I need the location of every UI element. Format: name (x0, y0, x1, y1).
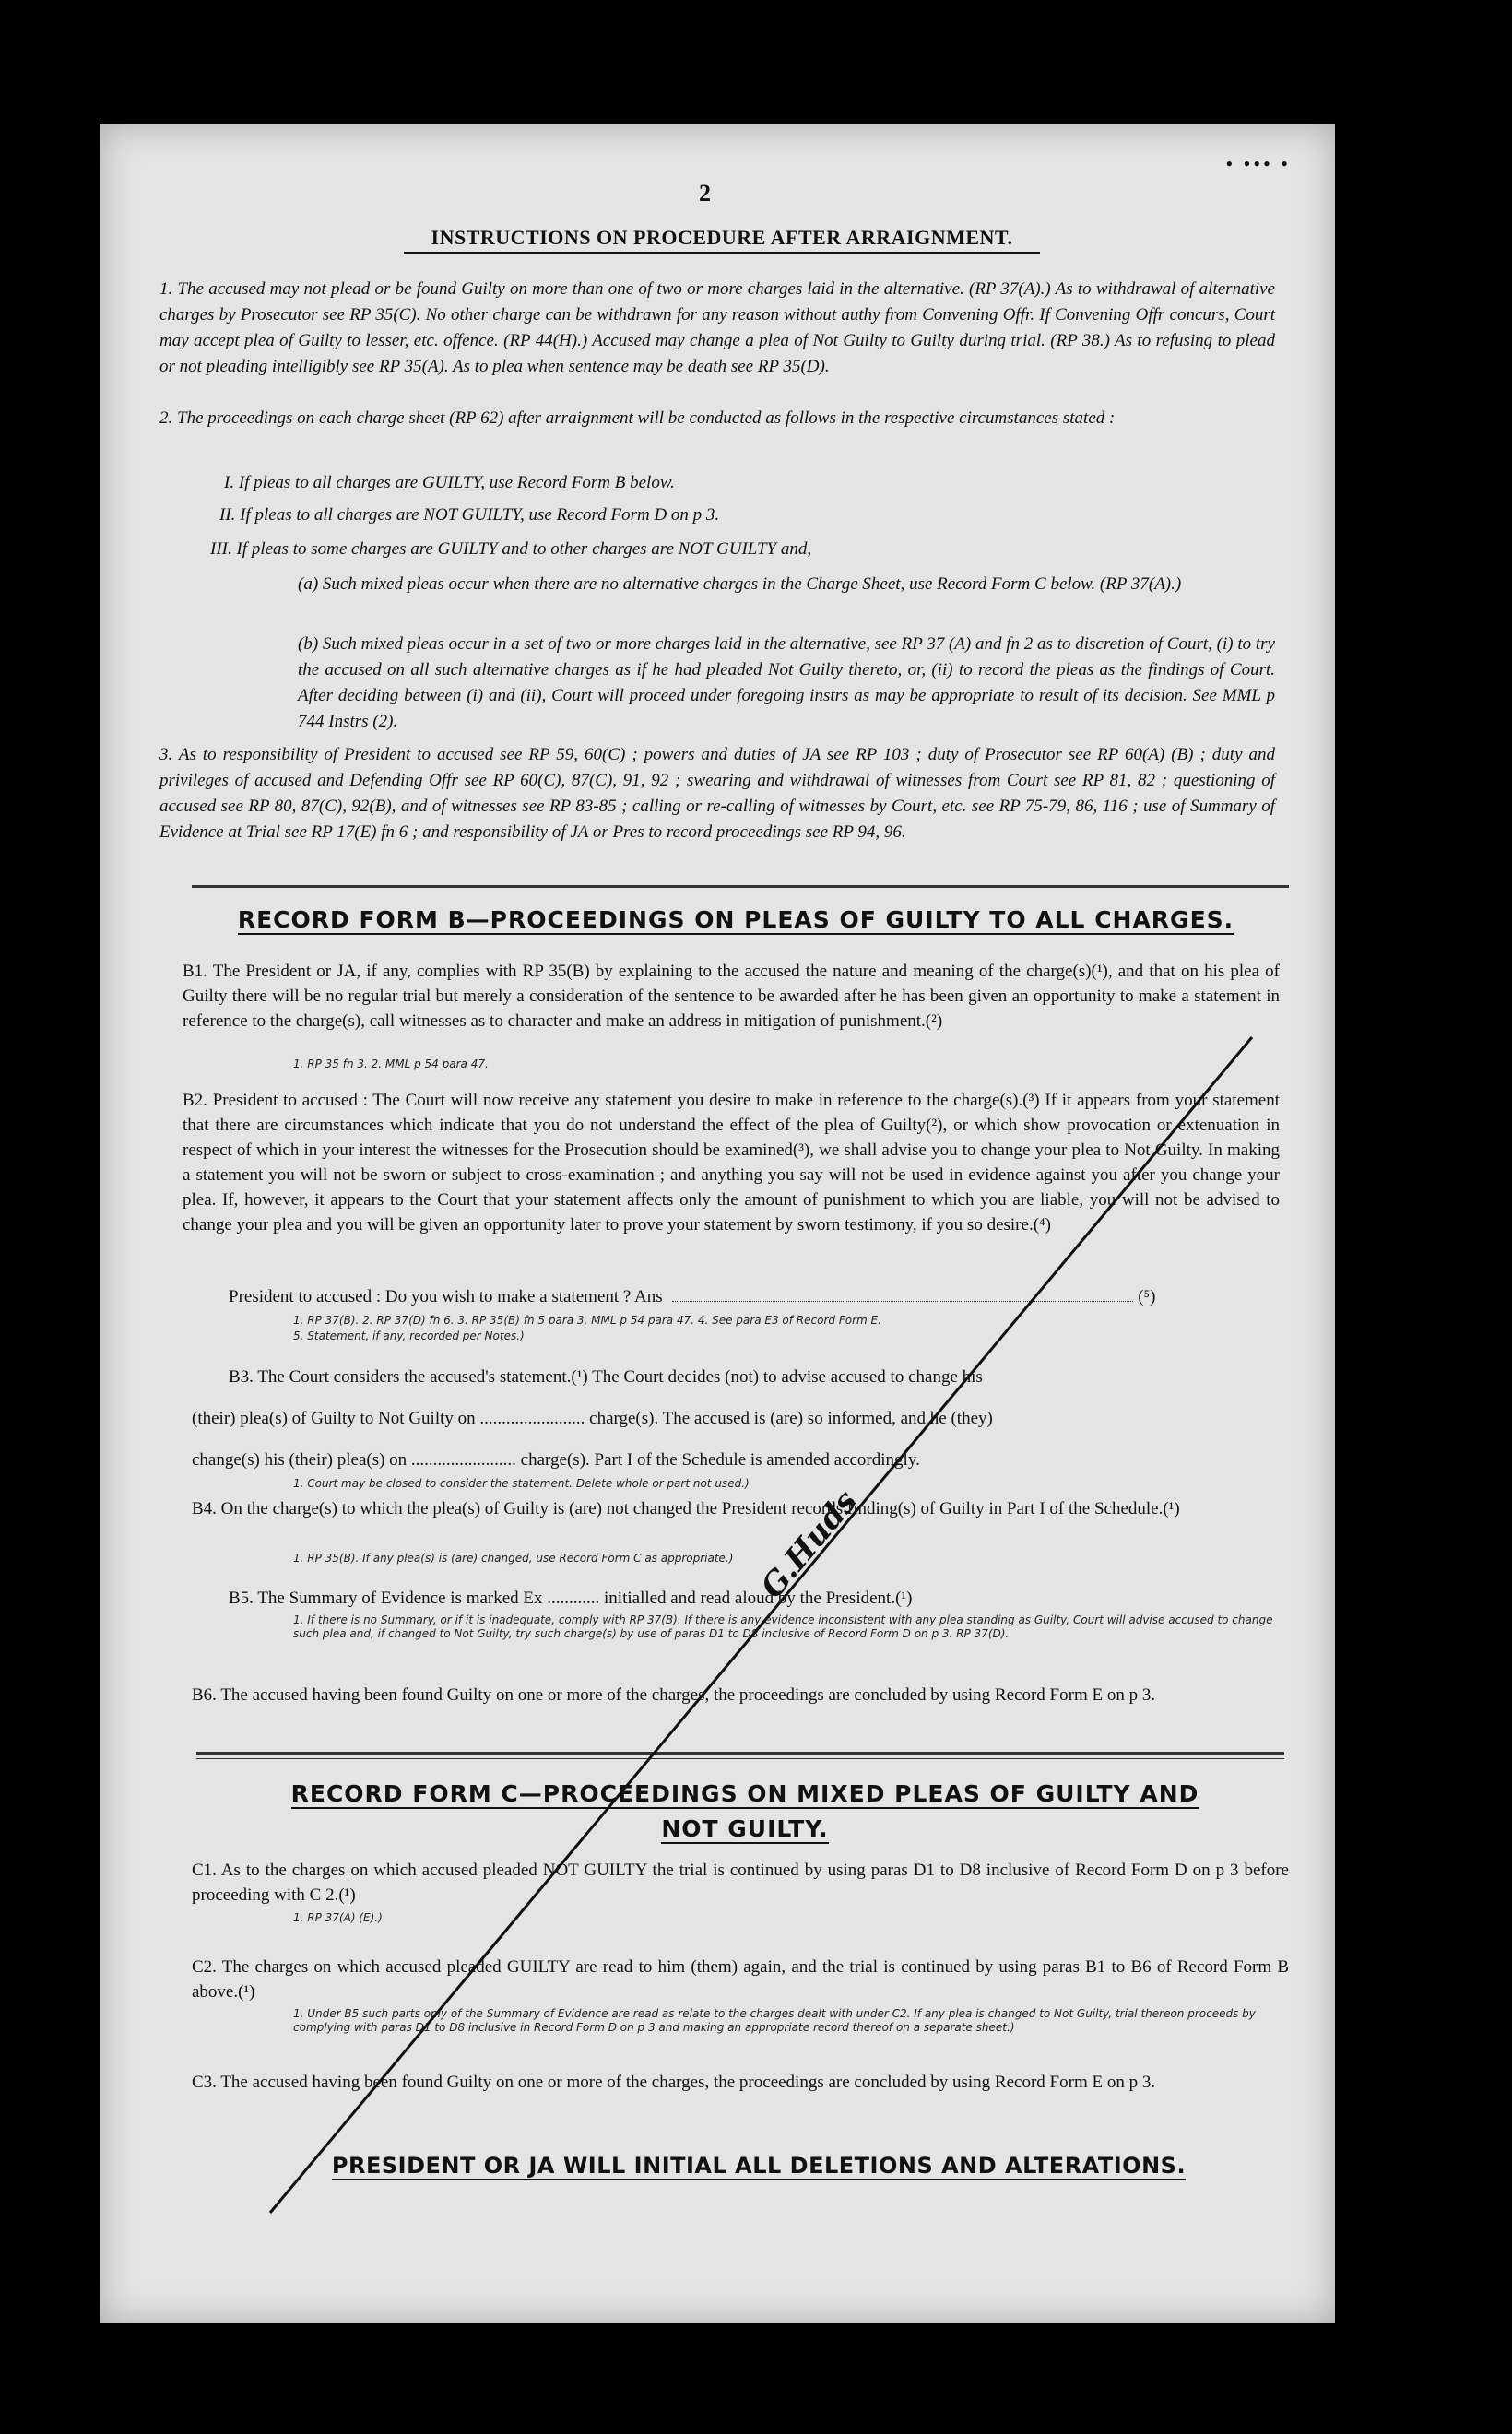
form-c-para-c3: C3. The accused having been found Guilty on one or more of the charges, the proceedings are concluded by using Record Form E on p 3. (192, 2073, 1156, 2092)
form-b-para-b3-line2: (their) plea(s) of Guilty to Not Guilty on ........................ charge(s). The accused is (are) so informed, and he (they) (192, 1409, 993, 1428)
corner-marks: • ••• • (1225, 152, 1291, 175)
instructions-heading: INSTRUCTIONS ON PROCEDURE AFTER ARRAIGNMENT. (404, 226, 1040, 254)
form-c-title-line2: NOT GUILTY. (661, 1815, 829, 1842)
form-b-para-b2: B2. President to accused : The Court will now receive any statement you desire to make in reference to the charge(s).(³) If it appears from your statement that there are circumstances which indicate that you do not understand the effect of the plea of Guilty(²), or which show provocation or extenuation in respect of which in your interest the witnesses for the Prosecution should be examined(³), we shall advise you to change your plea to Not Guilty. In making a statement you will not be sworn or subject to cross-examination ; and anything you say will not be used in evidence against you after you change your plea. If, however, it appears to the Court that your statement affects only the amount of punishment to which you are liable, you will not be advised to change your plea and you will be given an opportunity later to prove your statement by sworn testimony, if you so desire.(⁴) (183, 1091, 1280, 1235)
form-b-note-b2-1: 1. RP 37(B). 2. RP 37(D) fn 6. 3. RP 35(B) fn 5 para 3, MML p 54 para 47. 4. See para E3 of Record Form E. (293, 1314, 881, 1327)
form-c-title-line1: RECORD FORM C—PROCEEDINGS ON MIXED PLEAS OF GUILTY AND (290, 1780, 1199, 1807)
instruction-para-2: 2. The proceedings on each charge sheet (RP 62) after arraignment will be conducted as follows in the respective circumstances stated : (159, 408, 1116, 428)
instruction-sub-a: (a) Such mixed pleas occur when there are no alternative charges in the Charge Sheet, use Record Form C below. (RP 37(A).) (298, 574, 1182, 594)
form-b-para-b4: B4. On the charge(s) to which the plea(s) of Guilty is (are) not changed the President records finding(s) of Guilty in Part I of the Schedule.(¹) (192, 1499, 1180, 1518)
form-b-note-b2-2: 5. Statement, if any, recorded per Notes.) (293, 1329, 525, 1342)
form-b-note-b5: 1. If there is no Summary, or if it is inadequate, comply with RP 37(B). If there is any evidence inconsistent with any plea standing as Guilty, Court will advise accused to change such plea and, if changed to Not Guilty, try such charge(s) by use of paras D1 to D8 inclusive of Record Form D on p 3. RP 37(D). (293, 1613, 1273, 1640)
diagonal-strike-line (100, 124, 1335, 2323)
statement-question-text: President to accused : Do you wish to make a statement ? Ans (229, 1287, 663, 1306)
form-c-note-c2: 1. Under B5 such parts only of the Summary of Evidence are read as relate to the charges dealt with under C2. If any plea is changed to Not Guilty, trial thereon proceeds by complying with paras D1 to D8 inclusive in Record Form D on p 3 and making an appropriate record thereof on a separate sheet.) (293, 2007, 1256, 2034)
handwritten-initials: G.Huds (753, 1483, 865, 1606)
form-b-note-b4: 1. RP 35(B). If any plea(s) is (are) changed, use Record Form C as appropriate.) (293, 1552, 734, 1565)
instruction-item-3: III. If pleas to some charges are GUILTY and to other charges are NOT GUILTY and, (210, 539, 812, 559)
form-b-para-b1: B1. The President or JA, if any, complies with RP 35(B) by explaining to the accused the nature and meaning of the charge(s)(¹), and that on his plea of Guilty there will be no regular trial but merely a consideration of the sentence to be awarded after he has been given an opportunity to make a statement in reference to the charge(s), call witnesses as to character and make an address in mitigation of punishment.(²) (183, 962, 1280, 1031)
instruction-para-3: 3. As to responsibility of President to accused see RP 59, 60(C) ; powers and duties of JA see RP 103 ; duty of Prosecutor see RP 60(A) (B) ; duty and privileges of accused and Defending Offr see RP 60(C), 87(C), 91, 92 ; swearing and withdrawal of witnesses from Court see RP 81, 82 ; questioning of accused see RP 80, 87(C), 92(B), and of witnesses see RP 83-85 ; calling or re-calling of witnesses by Court, etc. see RP 75-79, 86, 116 ; use of Summary of Evidence at Trial see RP 17(E) fn 6 ; and responsibility of JA or Pres to record proceedings see RP 94, 96. (159, 745, 1275, 842)
strike-through-line (270, 1037, 1252, 2213)
form-b-note-b3: 1. Court may be closed to consider the statement. Delete whole or part not used.) (293, 1477, 750, 1490)
statement-question-ref: (⁵) (1138, 1287, 1156, 1306)
page-number: 2 (699, 180, 711, 207)
form-b-para-b6: B6. The accused having been found Guilty on one or more of the charges, the proceedings are concluded by using Record Form E on p 3. (192, 1685, 1156, 1705)
form-b-para-b3-line1: B3. The Court considers the accused's statement.(¹) The Court decides (not) to advise accused to change his (229, 1367, 983, 1387)
instruction-item-1: I. If pleas to all charges are GUILTY, use Record Form B below. (224, 473, 675, 492)
form-c-note-c1: 1. RP 37(A) (E).) (293, 1911, 383, 1924)
footer-instruction-text: PRESIDENT OR JA WILL INITIAL ALL DELETIONS AND ALTERATIONS. (331, 2153, 1187, 2179)
instruction-sub-b: (b) Such mixed pleas occur in a set of two or more charges laid in the alternative, see RP 37 (A) and fn 2 as to discretion of Court, (i) to try the accused on all such alternative charges as if he had pleaded Not Guilty thereto, or, (ii) to record the pleas as the findings of Court. After deciding between (i) and (ii), Court will proceed under foregoing instrs as may be appropriate to result of its decision. See MML p 744 Instrs (2). (298, 634, 1275, 731)
form-b-title-text: RECORD FORM B—PROCEEDINGS ON PLEAS OF GUILTY TO ALL CHARGES. (237, 906, 1234, 933)
instruction-para-1: 1. The accused may not plead or be found Guilty on more than one of two or more charges laid in the alternative. (RP 37(A).) As to withdrawal of alternative charges by Prosecutor see RP 35(C). No other charge can be withdrawn for any reason without authy from Convening Offr. If Convening Offr concurs, Court may accept plea of Guilty to lesser, etc. offence. (RP 44(H).) Accused may change a plea of Not Guilty to Guilty during trial. (RP 38.) As to refusing to plead or not pleading intelligibly see RP 35(A). As to plea when sentence may be death see RP 35(D). (159, 279, 1275, 376)
form-b-para-b3-line3: change(s) his (their) plea(s) on ........................ charge(s). Part I of the Schedule is amended accordingly. (192, 1450, 920, 1470)
document-page (100, 124, 1335, 2323)
form-c-para-c1: C1. As to the charges on which accused pleaded NOT GUILTY the trial is continued by using paras D1 to D8 inclusive of Record Form D on p 3 before proceeding with C 2.(¹) (192, 1861, 1289, 1905)
instruction-item-2: II. If pleas to all charges are NOT GUILTY, use Record Form D on p 3. (219, 505, 720, 525)
form-c-para-c2: C2. The charges on which accused pleaded GUILTY are read to him (them) again, and the trial is continued by using paras B1 to B6 of Record Form B above.(¹) (192, 1957, 1289, 2002)
form-b-note-b1: 1. RP 35 fn 3. 2. MML p 54 para 47. (293, 1057, 489, 1070)
form-b-para-b5: B5. The Summary of Evidence is marked Ex ............ initialled and read aloud by the President.(¹) (229, 1589, 913, 1608)
